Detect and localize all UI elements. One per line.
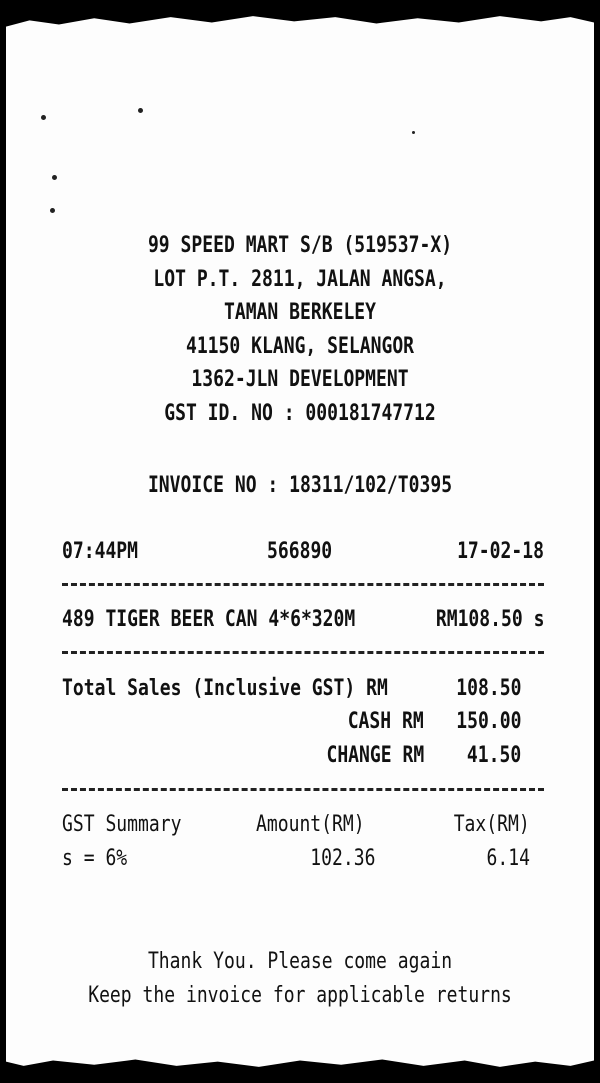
item-amount: RM108.50 s [435, 607, 544, 632]
invoice-number: INVOICE NO : 18311/102/T0395 [147, 473, 453, 498]
gst-amount-header: Amount(RM) [256, 812, 365, 837]
cash-value: 150.00 [455, 709, 521, 734]
footer-thanks: Thank You. Please come again [147, 949, 453, 974]
gst-tax-header: Tax(RM) [453, 812, 530, 837]
invoice-time: 07:44PM [62, 539, 139, 564]
separator [62, 583, 544, 586]
gst-tax-value: 6.14 [486, 846, 530, 871]
speck [52, 175, 57, 180]
gst-summary-label: GST Summary [62, 812, 182, 837]
gst-rate-code: s = 6% [62, 846, 128, 871]
store-address-3: 41150 KLANG, SELANGOR [185, 334, 415, 359]
store-name: 99 SPEED MART S/B (519537-X) [147, 233, 453, 258]
separator [62, 788, 544, 791]
invoice-code: 566890 [267, 539, 333, 564]
gst-id: GST ID. NO : 000181747712 [164, 401, 436, 426]
change-value: 41.50 [466, 743, 521, 768]
speck [138, 108, 143, 113]
store-address-2: TAMAN BERKELEY [223, 300, 377, 325]
speck [412, 131, 415, 134]
store-address-1: LOT P.T. 2811, JALAN ANGSA, [153, 267, 447, 292]
total-sales-label: Total Sales (Inclusive GST) RM [62, 676, 388, 701]
separator [62, 651, 544, 654]
speck [50, 208, 55, 213]
total-sales-value: 108.50 [455, 676, 521, 701]
footer-returns: Keep the invoice for applicable returns [88, 983, 512, 1008]
change-label: CHANGE RM [326, 743, 424, 768]
item-description: 489 TIGER BEER CAN 4*6*320M [62, 607, 356, 632]
cash-label: CASH RM [347, 709, 424, 734]
store-branch: 1362-JLN DEVELOPMENT [191, 367, 409, 392]
speck [41, 115, 46, 120]
invoice-date: 17-02-18 [457, 539, 544, 564]
gst-amount-value: 102.36 [309, 846, 375, 871]
